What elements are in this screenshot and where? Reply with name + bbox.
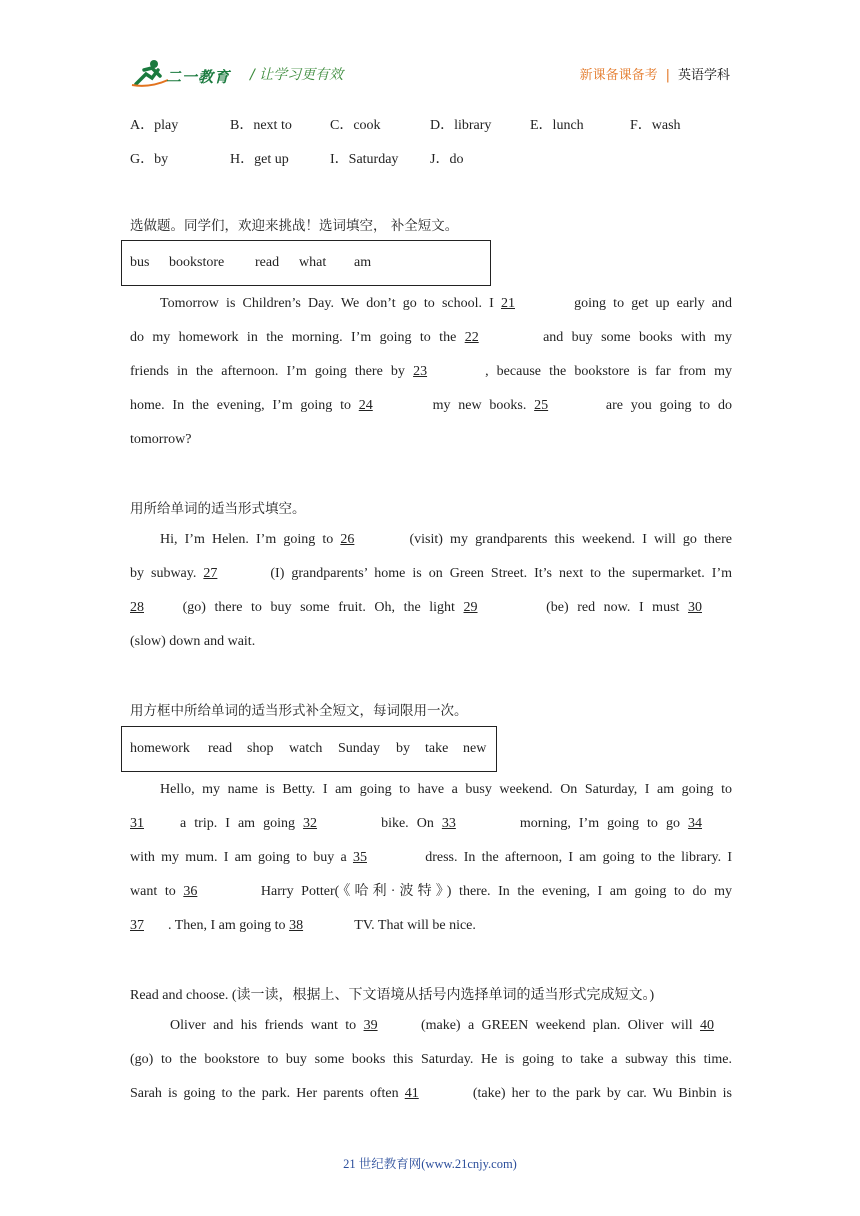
section1-title: 选做题。同学们，欢迎来挑战！选词填空， 补全短文。 (130, 218, 459, 234)
header-divider: | (665, 68, 670, 83)
blank-23[interactable]: 23 (413, 364, 428, 379)
blank-21[interactable]: 21 (500, 296, 515, 311)
option-h: H．get up (230, 152, 289, 167)
word-box-item: shop (247, 741, 274, 756)
option-c: C．cook (330, 118, 381, 133)
passage-line: friends in the afternoon. I’m going there by 23 , because the bookstore is far from my (130, 355, 732, 389)
section3-word-box (121, 726, 497, 772)
option-a: A．play (130, 118, 179, 133)
blank-34[interactable]: 34 (688, 816, 703, 831)
slogan: / 让学习更有效 (250, 67, 344, 83)
option-f: F．wash (630, 118, 681, 133)
option-i: I．Saturday (330, 152, 399, 167)
runner-logo-icon (130, 58, 170, 88)
word-box-item: by (396, 741, 410, 756)
page-footer: 21 世纪教育网(www.21cnjy.com) (343, 1157, 517, 1171)
section2-passage (130, 523, 732, 659)
blank-29[interactable]: 29 (463, 600, 478, 615)
blank-32[interactable]: 32 (303, 816, 318, 831)
word-box-item: am (354, 255, 372, 270)
option-d: D．library (430, 118, 492, 133)
passage-line: 31 a trip. I am going 32 bike. On 33 morning, I’m going to go 34 (130, 807, 732, 841)
section1-passage (130, 287, 732, 457)
word-box-item: take (425, 741, 449, 756)
section4-title: Read and choose. (读一读，根据上、下文语境从括号内选择单词的适当形式完成短文。) (130, 988, 655, 1003)
passage-line: 37 . Then, I am going to 38 TV. That will be nice. (130, 909, 732, 943)
blank-30[interactable]: 30 (688, 600, 702, 615)
section4-passage (130, 1009, 732, 1111)
word-box-item: watch (289, 741, 323, 756)
blank-25[interactable]: 25 (534, 398, 549, 413)
word-box-item: bus (130, 255, 150, 270)
word-box-item: read (255, 255, 280, 270)
passage-line: tomorrow? (130, 432, 192, 447)
passage-line: Hi, I’m Helen. I’m going to 26 (visit) my grandparents this weekend. I will go there (130, 523, 732, 557)
blank-35[interactable]: 35 (352, 850, 367, 865)
passage-line: Hello, my name is Betty. I am going to have a busy weekend. On Saturday, I am going to (160, 782, 732, 797)
blank-31[interactable]: 31 (130, 816, 144, 831)
section1-word-box (121, 240, 491, 286)
blank-37[interactable]: 37 (130, 918, 144, 933)
word-box-item: homework (130, 741, 190, 756)
blank-27[interactable]: 27 (203, 566, 218, 581)
option-g: G．by (130, 152, 169, 167)
passage-line: Oliver and his friends want to 39 (make) a GREEN weekend plan. Oliver will 40 (130, 1009, 732, 1043)
passage-line: 28 (go) there to buy some fruit. Oh, the light 29 (be) red now. I must 30 (130, 591, 732, 625)
section2-title: 用所给单词的适当形式填空。 (130, 501, 306, 517)
header-subject: 英语学科 (677, 68, 730, 83)
word-box-item: what (299, 255, 327, 270)
word-box-item: read (208, 741, 233, 756)
word-box-item: Sunday (338, 741, 380, 756)
page-header (130, 58, 730, 90)
blank-39[interactable]: 39 (363, 1018, 378, 1033)
blank-41[interactable]: 41 (404, 1086, 419, 1101)
blank-33[interactable]: 33 (441, 816, 456, 831)
header-right (580, 64, 730, 83)
blank-24[interactable]: 24 (358, 398, 373, 413)
passage-line: (slow) down and wait. (130, 634, 256, 649)
option-j: J．do (430, 152, 464, 167)
passage-line: want to 36 Harry Potter(《哈利·波特》) there. In the evening, I am going to do my (130, 875, 732, 909)
blank-22[interactable]: 22 (464, 330, 479, 345)
passage-line: with my mum. I am going to buy a 35 dress. In the afternoon, I am going to the library. I (130, 841, 732, 875)
passage-line: Tomorrow is Children’s Day. We don’t go to school. I 21 going to get up early and (130, 287, 732, 321)
blank-40[interactable]: 40 (700, 1018, 714, 1033)
blank-26[interactable]: 26 (340, 532, 355, 547)
passage-line: (go) to the bookstore to buy some books this Saturday. He is going to take a subway this time. (130, 1052, 732, 1067)
passage-line: home. In the evening, I’m going to 24 my new books. 25 are you going to do (130, 389, 732, 423)
blank-36[interactable]: 36 (183, 884, 198, 899)
passage-line: by subway. 27 (I) grandparents’ home is on Green Street. It’s next to the supermarket. I’m (130, 557, 732, 591)
logo-text: 二一教育 (166, 68, 231, 86)
blank-38[interactable]: 38 (289, 918, 304, 933)
passage-line: do my homework in the morning. I’m going to the 22 and buy some books with my (130, 321, 732, 355)
section3-title: 用方框中所给单词的适当形式补全短文，每词限用一次。 (130, 703, 468, 719)
logo (130, 58, 240, 88)
section3-passage (130, 773, 732, 943)
word-box-item: new (463, 741, 487, 756)
header-tagline: 新课备课备考 (579, 68, 658, 83)
blank-28[interactable]: 28 (130, 600, 144, 615)
option-b: B．next to (230, 118, 292, 133)
passage-line: Sarah is going to the park. Her parents often 41 (take) her to the park by car. Wu Binbin is (130, 1077, 732, 1111)
word-box-item: bookstore (169, 255, 225, 270)
option-e: E．lunch (530, 118, 584, 133)
